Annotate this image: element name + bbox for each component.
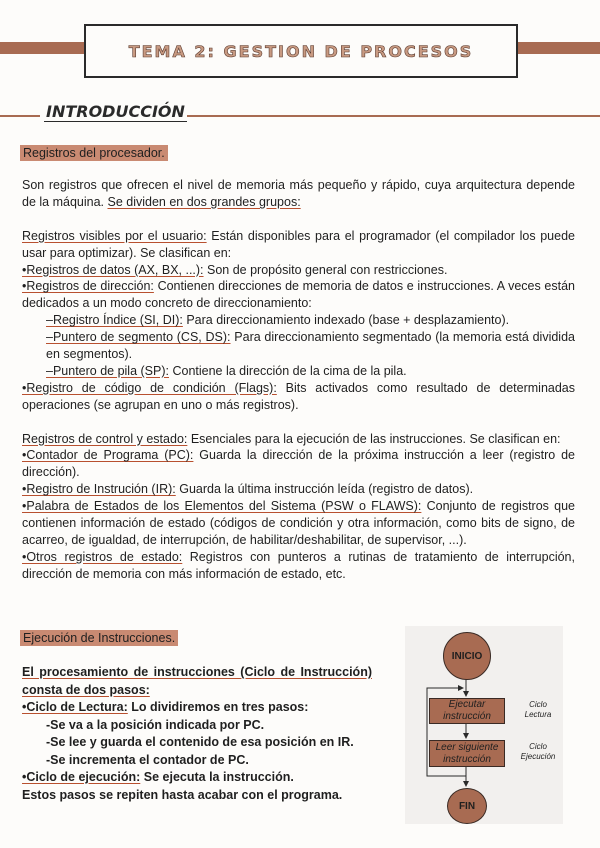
text: Lo dividiremos en tres pasos: xyxy=(127,700,309,714)
section-heading-ejecucion: Ejecución de Instrucciones. xyxy=(20,630,178,646)
list-item: -Se lee y guarda el contenido de esa posición en IR. xyxy=(46,735,354,749)
list-item xyxy=(22,481,575,498)
text: Son registros que ofrecen el nivel de memoria más pequeño y rápido, cuya arquitectura depende de la máquina. xyxy=(22,178,575,209)
term: •Otros registros de estado: xyxy=(22,549,183,564)
list-item xyxy=(22,769,372,787)
flow-read-node: Leer siguiente instrucción xyxy=(429,740,505,767)
list-item xyxy=(22,699,372,717)
page-title: TEMA 2: GESTION DE PROCESOS xyxy=(128,41,474,61)
term: •Ciclo de ejecución: xyxy=(22,770,141,784)
term: –Puntero de segmento (CS, DS): xyxy=(46,330,231,345)
flow-execute-node: Ejecutar instrucción xyxy=(429,698,505,724)
flow-end-node: FIN xyxy=(447,788,487,824)
section-heading-registros: Registros del procesador. xyxy=(20,145,168,161)
text: Registros con punteros a rutinas de tratamiento de interrupción, dirección de memoria con más información de estado, etc. xyxy=(22,549,575,581)
list-item: -Se incrementa el contador de PC. xyxy=(46,752,249,767)
text: Contienen direcciones de memoria de datos e instrucciones. A veces están dedicados a un modo concreto de direccionamiento: xyxy=(22,279,575,311)
side-label-read: Ciclo Lectura xyxy=(524,700,552,719)
paragraph: Estos pasos se repiten hasta acabar con el programa. xyxy=(22,787,343,802)
term: Registros de control y estado: xyxy=(22,431,188,446)
list-item: -Se va a la posición indicada por PC. xyxy=(46,717,265,732)
paragraph: El procesamiento de instrucciones (Ciclo de Instrucción) consta de dos pasos: xyxy=(22,665,372,697)
side-label-exec: Ciclo Ejecución xyxy=(520,742,556,761)
term: –Puntero de pila (SP): xyxy=(46,363,169,378)
term: •Ciclo de Lectura: xyxy=(22,700,128,714)
text: Contiene la dirección de la cima de la pila. xyxy=(169,363,407,378)
intro-line-left xyxy=(0,115,40,117)
list-item xyxy=(22,498,575,549)
term: •Registros de datos (AX, BX, ...): xyxy=(22,262,204,277)
text: Se dividen en dos grandes grupos: xyxy=(107,194,301,209)
list-item xyxy=(22,363,575,380)
list-item xyxy=(22,312,575,329)
list-item xyxy=(22,329,575,363)
list-item xyxy=(22,549,575,583)
list-item xyxy=(22,262,575,279)
text: Están disponibles para el programador (el compilador los puede usar para optimizar). Se clasifican en: xyxy=(22,228,575,260)
text: Son de propósito general con restricciones. xyxy=(203,262,448,277)
text: Esenciales para la ejecución de las instrucciones. Se clasifican en: xyxy=(187,431,561,446)
paragraph xyxy=(22,177,575,211)
term: •Palabra de Estados de los Elementos del Sistema (PSW o FLAWS): xyxy=(22,499,422,514)
term: Registros visibles por el usuario: xyxy=(22,228,207,243)
section-ejecucion-body xyxy=(22,664,372,804)
intro-heading: INTRODUCCIÓN xyxy=(46,102,185,121)
list-item xyxy=(22,447,575,481)
flowchart xyxy=(405,626,563,824)
list-item xyxy=(22,380,575,414)
list-item xyxy=(22,278,575,312)
paragraph xyxy=(22,431,575,448)
text: Para direccionamiento segmentado (la memoria está dividida en segmentos). xyxy=(46,330,575,362)
term: •Registros de dirección: xyxy=(22,279,154,294)
title-box xyxy=(84,24,518,78)
text: Bits activados como resultado de determinadas operaciones (se agrupan en uno o más registros). xyxy=(22,380,575,412)
term: •Registro de Instrución (IR): xyxy=(22,482,176,497)
text: Guarda la última instrucción leída (registro de datos). xyxy=(175,482,474,497)
intro-line-right xyxy=(144,115,600,117)
text: Para direccionamiento indexado (base + desplazamiento). xyxy=(182,313,510,328)
term: •Registro de código de condición (Flags): xyxy=(22,380,277,395)
flow-start-node: INICIO xyxy=(443,632,491,680)
text: Conjunto de registros que contienen información de estado (códigos de condición y otra información, como bits de signo, de acarreo, de igualdad, de interrupción, de habilitar/deshabilitar, de supervisor, ...). xyxy=(22,499,575,547)
paragraph xyxy=(22,228,575,262)
text: Guarda la dirección de la próxima instrucción a leer (registro de dirección). xyxy=(22,448,576,480)
section-registros-body xyxy=(22,177,575,583)
header-band-right xyxy=(518,42,600,54)
term: •Contador de Programa (PC): xyxy=(22,448,194,463)
header-band-left xyxy=(0,42,84,54)
text: Se ejecuta la instrucción. xyxy=(140,770,294,784)
term: –Registro Índice (SI, DI): xyxy=(46,313,183,328)
